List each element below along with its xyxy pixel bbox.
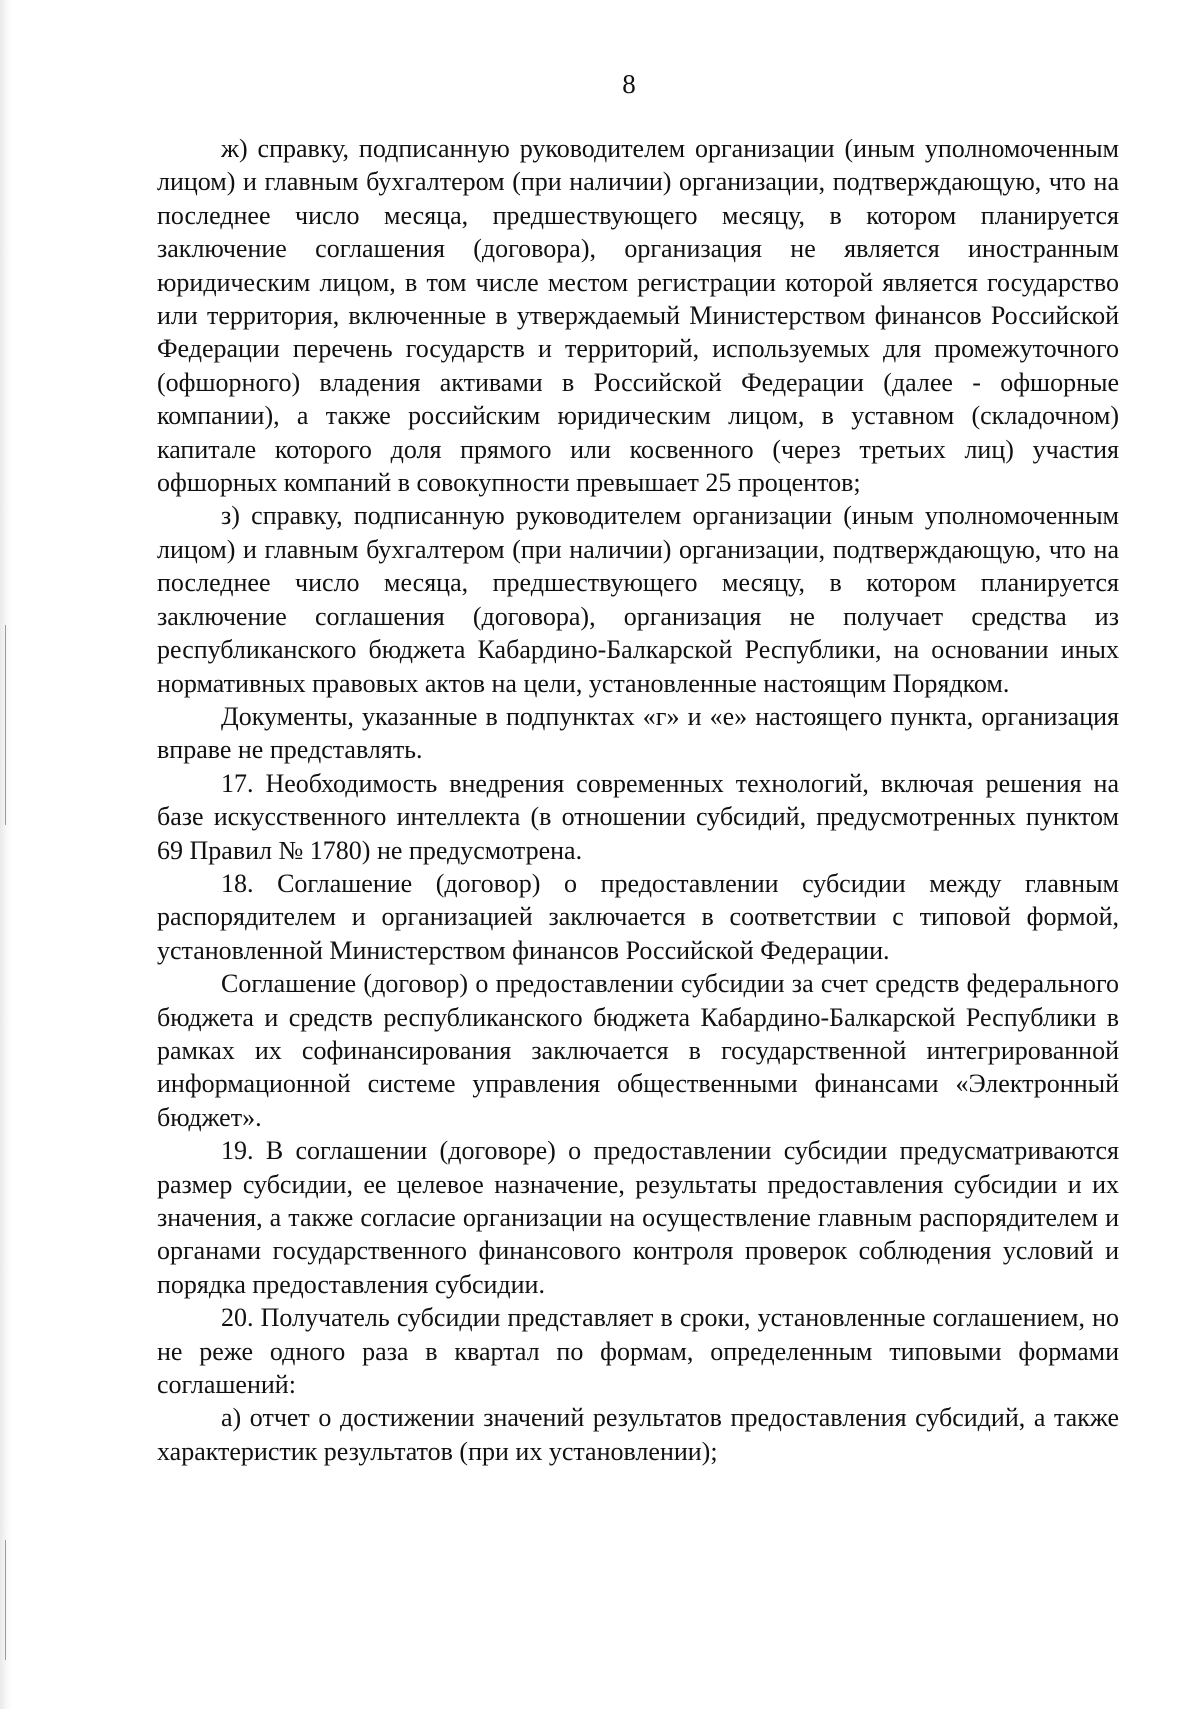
scan-left-mark	[5, 625, 6, 825]
paragraph-z: з) справку, подписанную руководителем организации (иным уполномоченным лицом) и главным бухгалтером (при наличии) организации, подтверждающую, что на последнее число месяца, предшествующего месяцу, в котором планируется заключение соглашения (договора), организация не получает средства из республиканского бюджета Кабардино-Балкарской Республики, на основании иных нормативных правовых актов на цели, установленные настоящим Порядком.	[157, 501, 1119, 698]
paragraph-19: 19. В соглашении (договоре) о предоставлении субсидии предусматриваются размер субсидии, ее целевое назначение, результаты предоставления субсидии и их значения, а также согласие организации на осуществление главным распорядителем и органами государственного финансового контроля проверок соблюдения условий и порядка предоставления субсидии.	[157, 1136, 1119, 1299]
paragraph-documents-note: Документы, указанные в подпунктах «г» и «е» настоящего пункта, организация вправе не представлять.	[157, 701, 1119, 765]
paragraph-17: 17. Необходимость внедрения современных технологий, включая решения на базе искусственного интеллекта (в отношении субсидий, предусмотренных пунктом 69 Правил № 1780) не предусмотрена.	[157, 768, 1119, 865]
paragraph-zh: ж) справку, подписанную руководителем организации (иным уполномоченным лицом) и главным бухгалтером (при наличии) организации, подтверждающую, что на последнее число месяца, предшествующего месяцу, в котором планируется заключение соглашения (договора), организация не является иностранным юридическим лицом, в том числе местом регистрации которой является государство или территория, включенные в утверждаемый Министерством финансов Российской Федерации перечень государств и территорий, используемых для промежуточного (офшорного) владения активами в Российской Федерации (далее - офшорные компании), а также российским юридическим лицом, в уставном (складочном) капитале которого доля прямого или косвенного (через третьих лиц) участия офшорных компаний в совокупности превышает 25 процентов;	[157, 134, 1119, 498]
scan-left-edge	[0, 0, 12, 1709]
paragraph-20-a: а) отчет о достижении значений результатов предоставления субсидий, а также характеристик результатов (при их установлении);	[157, 1403, 1119, 1466]
paragraph-agreement-electronic-budget: Соглашение (договор) о предоставлении субсидии за счет средств федерального бюджета и средств республиканского бюджета Кабардино-Балкарской Республики в рамках их софинансирования заключается в государственной интегрированной информационной системе управления общественными финансами «Электронный бюджет».	[157, 969, 1119, 1132]
paragraph-20: 20. Получатель субсидии представляет в сроки, установленные соглашением, но не реже одного раза в квартал по формам, определенным типовыми формами соглашений:	[157, 1303, 1119, 1400]
page-body	[157, 132, 1119, 1468]
scan-left-mark	[5, 1540, 6, 1660]
page-number: 8	[622, 69, 636, 99]
paragraph-18: 18. Соглашение (договор) о предоставлении субсидии между главным распорядителем и организацией заключается в соответствии с типовой формой, установленной Министерством финансов Российской Федерации.	[157, 868, 1119, 965]
